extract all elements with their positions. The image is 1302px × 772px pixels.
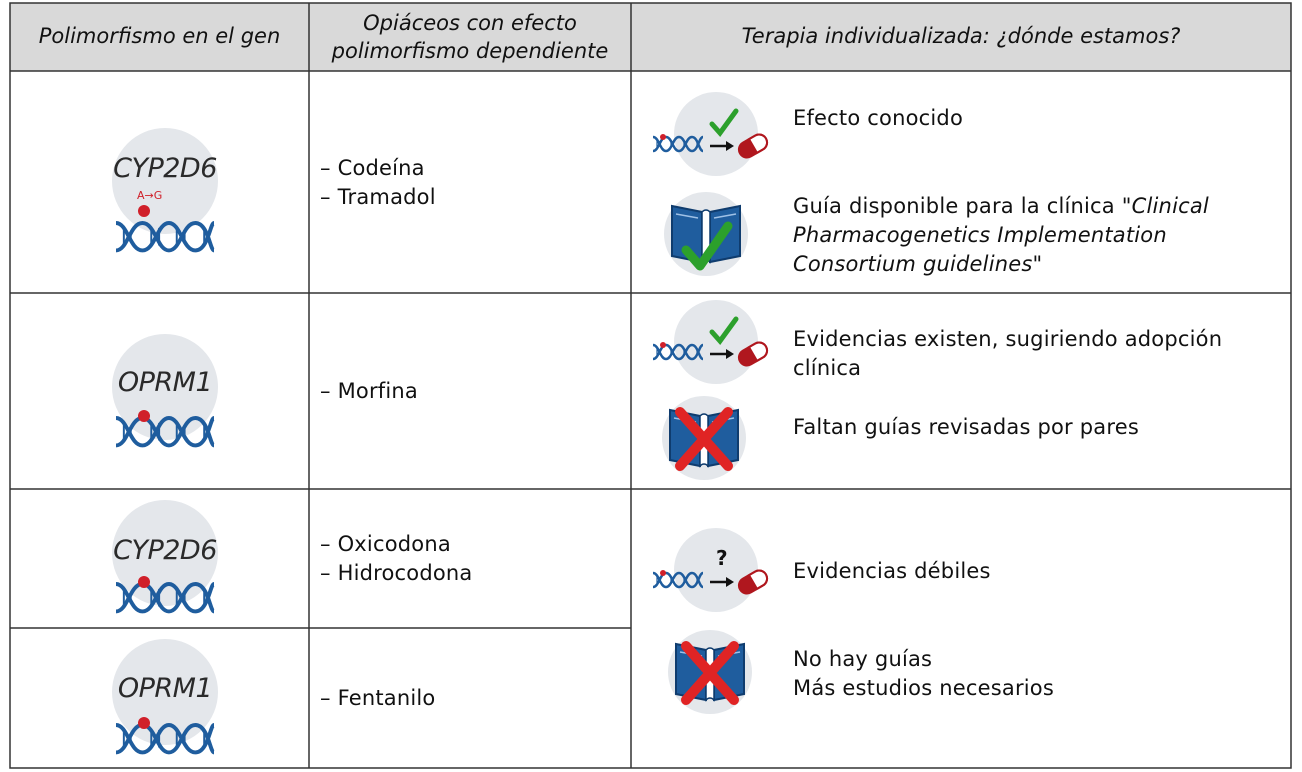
drug-fentanilo: – Fentanilo bbox=[320, 686, 436, 710]
guide-text-row3 bbox=[793, 645, 1054, 703]
drug-list-row4 bbox=[320, 684, 435, 713]
gene-name: OPRM1 bbox=[117, 367, 213, 398]
book-cross-icon bbox=[664, 626, 764, 718]
drug-oxicodona: – Oxicodona bbox=[320, 532, 451, 556]
gene-badge-oprm1-row2 bbox=[107, 332, 223, 472]
drug-list-row1 bbox=[320, 154, 436, 212]
drug-tramadol: – Tramadol bbox=[320, 185, 436, 209]
evidence-line2: clínica bbox=[793, 356, 862, 380]
guide-prefix: Guía disponible para la clínica bbox=[793, 194, 1122, 218]
drug-codeina: – Codeína bbox=[320, 156, 425, 180]
gene-badge-cyp2d6-row3 bbox=[107, 498, 223, 622]
gene-badge-graphic bbox=[107, 332, 223, 472]
gene-name: CYP2D6 bbox=[113, 153, 217, 184]
gene-badge-graphic bbox=[107, 123, 223, 263]
drug-list-row2 bbox=[320, 377, 418, 406]
book-cross-icon bbox=[658, 392, 758, 484]
guide-line1: No hay guías bbox=[793, 647, 933, 671]
guide-italic-1: "Clinical bbox=[1121, 194, 1209, 218]
guide-line2: Más estudios necesarios bbox=[793, 676, 1054, 700]
evidence-text-row3: Evidencias débiles bbox=[793, 559, 991, 583]
drug-hidrocodona: – Hidrocodona bbox=[320, 561, 473, 585]
guide-text-row1 bbox=[793, 192, 1209, 279]
gene-name: OPRM1 bbox=[117, 673, 213, 704]
drug-list-row3 bbox=[320, 530, 473, 588]
header-individualized-therapy: Terapia individualizada: ¿dónde estamos? bbox=[741, 24, 1181, 48]
mutation-label: A→G bbox=[137, 189, 163, 202]
header-opioids-line1: Opiáceos con efecto bbox=[363, 11, 577, 35]
gene-badge-oprm1-row4 bbox=[107, 637, 223, 763]
evidence-text-row1: Efecto conocido bbox=[793, 106, 963, 130]
question-mark: ? bbox=[716, 546, 728, 570]
book-check-icon bbox=[660, 190, 760, 280]
dna-to-pill-check-icon bbox=[650, 299, 780, 389]
guide-text-row2: Faltan guías revisadas por pares bbox=[793, 415, 1139, 439]
header-opioids bbox=[309, 9, 631, 65]
gene-name: CYP2D6 bbox=[113, 535, 217, 566]
guide-italic-3: Consortium guidelines" bbox=[793, 252, 1043, 276]
header-opioids-line2: polimorfismo dependiente bbox=[331, 39, 609, 63]
gene-badge-cyp2d6-row1 bbox=[107, 123, 223, 263]
guide-italic-2: Pharmacogenetics Implementation bbox=[793, 223, 1167, 247]
dna-to-pill-question-icon bbox=[650, 527, 780, 617]
dna-to-pill-check-icon bbox=[650, 91, 780, 181]
evidence-line1: Evidencias existen, sugiriendo adopción bbox=[793, 327, 1223, 351]
header-gene-polymorphism: Polimorfismo en el gen bbox=[38, 24, 281, 48]
drug-morfina: – Morfina bbox=[320, 379, 418, 403]
evidence-text-row2 bbox=[793, 325, 1222, 383]
